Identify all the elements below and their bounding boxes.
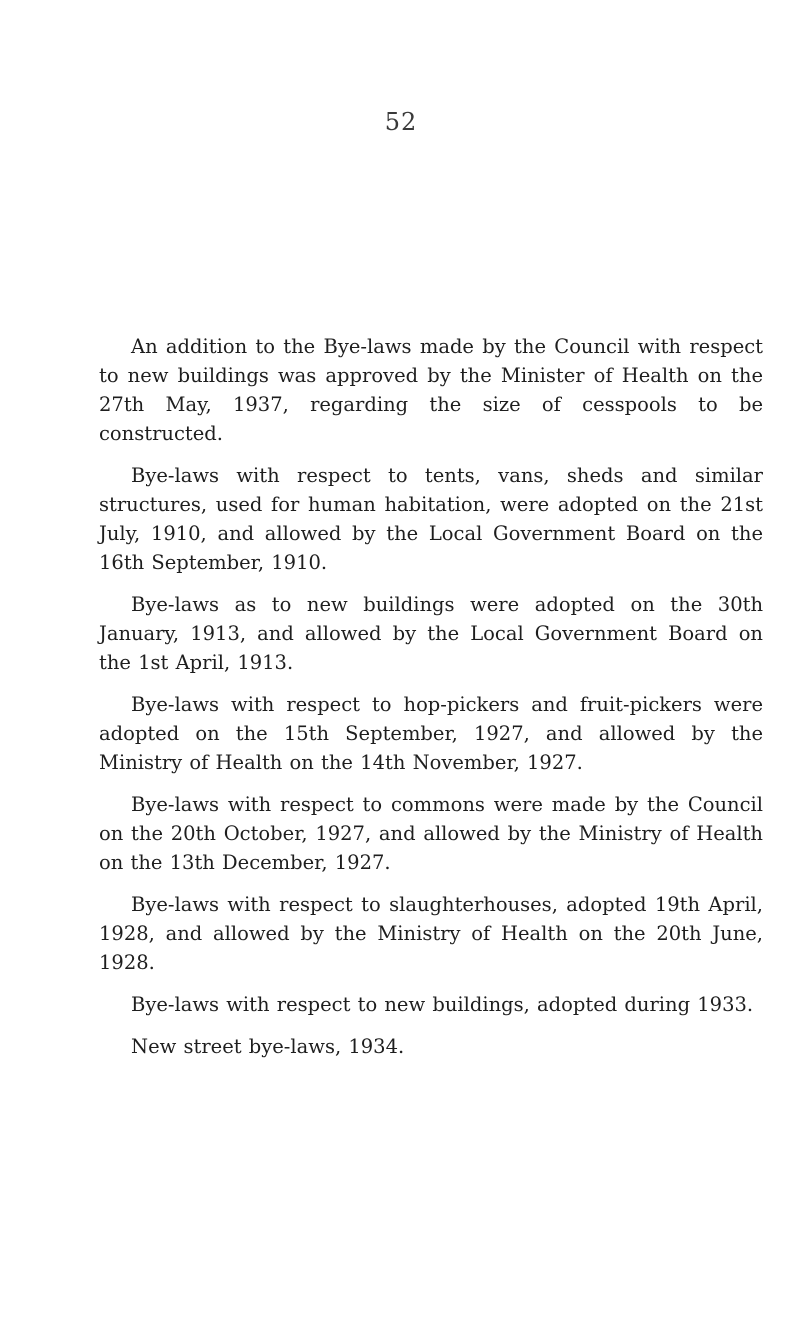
paragraph-commons: Bye-laws with respect to commons were made by the Council on the 20th October, 1927, and allowed by the Ministry of Health on the 13th December, 1927. [99, 793, 763, 874]
paragraph-new-street-1934: New street bye-laws, 1934. [131, 1035, 405, 1058]
body-text [99, 332, 763, 1074]
paragraph-cesspools: An addition to the Bye-laws made by the Council with respect to new buildings was approved by the Minister of Health on the 27th May, 1937, regarding the size of cesspools to be constructed. [99, 335, 763, 445]
paragraph-slaughterhouses: Bye-laws with respect to slaughterhouses, adopted 19th April, 1928, and allowed by the Ministry of Health on the 20th June, 1928. [99, 893, 763, 974]
paragraph-hop-pickers: Bye-laws with respect to hop-pickers and fruit-pickers were adopted on the 15th September, 1927, and allowed by the Ministry of Health on the 14th November, 1927. [99, 693, 763, 774]
page-number: 52 [384, 108, 418, 136]
paragraph-new-buildings-1933: Bye-laws with respect to new buildings, adopted during 1933. [131, 993, 754, 1016]
paragraph-new-buildings-1913: Bye-laws as to new buildings were adopted on the 30th January, 1913, and allowed by the Local Government Board on the 1st April, 1913. [99, 593, 763, 674]
paragraph-tents-vans-sheds: Bye-laws with respect to tents, vans, sheds and similar structures, used for human habitation, were adopted on the 21st July, 1910, and allowed by the Local Government Board on the 16th September, 1910. [99, 464, 763, 574]
